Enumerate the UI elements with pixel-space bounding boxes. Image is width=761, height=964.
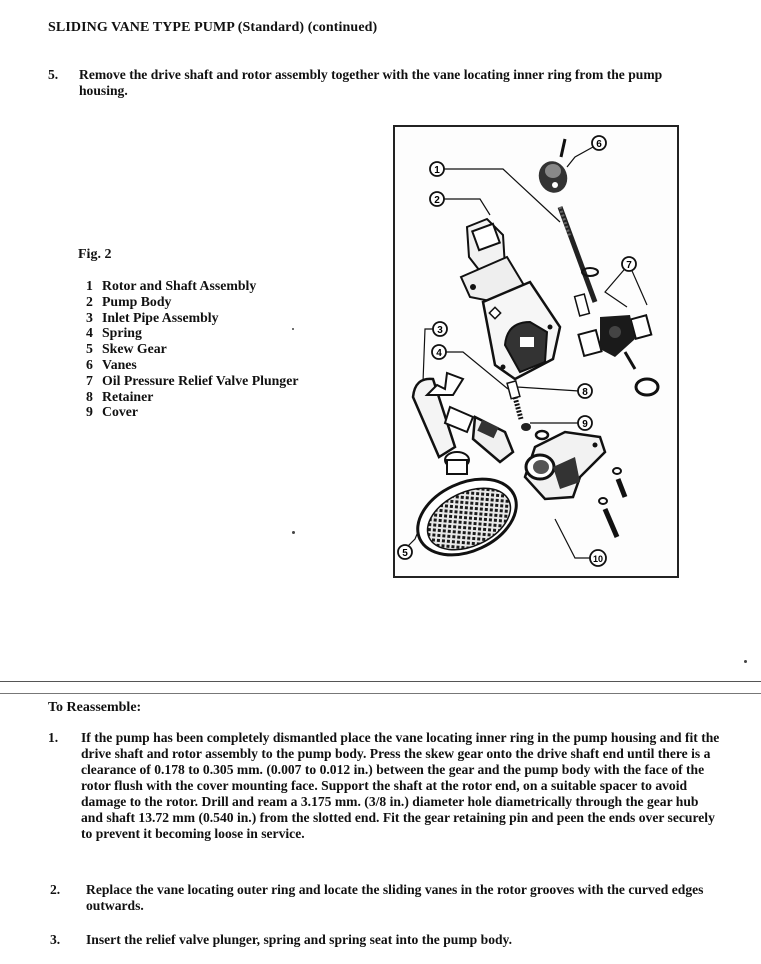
step-number: 2. <box>50 882 61 897</box>
svg-text:5: 5 <box>402 548 408 559</box>
figure-label: Fig. 2 <box>78 247 112 262</box>
exploded-pump-diagram <box>393 125 679 578</box>
reassemble-step-3 <box>50 932 730 952</box>
legend-number: 4 <box>86 325 93 341</box>
legend-item <box>86 389 298 405</box>
callout-10 <box>590 550 606 566</box>
rotor-vanes-part <box>575 294 652 369</box>
legend-item <box>86 373 298 389</box>
svg-text:7: 7 <box>626 260 632 271</box>
strainer-part <box>406 452 529 570</box>
callout-4 <box>432 345 446 359</box>
page-heading: SLIDING VANE TYPE PUMP (Standard) (continued) <box>48 20 378 35</box>
legend-label: Cover <box>102 404 139 420</box>
legend-number: 9 <box>86 404 93 420</box>
callout-8 <box>578 384 592 398</box>
separator-line <box>0 693 761 694</box>
washer-part <box>636 379 658 395</box>
legend-label: Pump Body <box>102 293 172 309</box>
svg-text:10: 10 <box>592 554 604 564</box>
legend-item <box>86 310 298 326</box>
skew-gear-part <box>534 139 571 197</box>
drive-shaft-part <box>560 207 598 302</box>
section-title: To Reassemble: <box>48 700 142 715</box>
legend-number: 8 <box>86 388 93 404</box>
legend-number: 7 <box>86 372 93 388</box>
scan-speck <box>292 328 294 330</box>
step-text: Remove the drive shaft and rotor assembly together with the vane locating inner ring from the pump housing. <box>79 67 663 98</box>
legend-item <box>86 341 298 357</box>
step-text: If the pump has been completely dismantled place the vane locating inner ring in the pump housing and fit the drive shaft and rotor assembly to the pump body. Press the skew gear onto the drive shaft end until there is a clearance of 0.178 to 0.305 mm. (0.007 to 0.012 in.) between the gear and the pump body with the face of the rotor flush with the cover mounting face. Support the shaft at the rotor end, on a suitable spacer to avoid damage to the rotor. Drill and ream a 3.175 mm. (3/8 in.) diameter hole diametrically through the gear hub and shaft 13.72 mm (0.540 in.) from the slotted end. Fit the gear retaining pin and peen the ends over securely to prevent it becoming loose in service. <box>81 730 720 841</box>
step-number: 1. <box>48 730 59 745</box>
cover-part <box>525 431 605 499</box>
pump-illustration <box>395 127 677 576</box>
reassemble-step-2 <box>50 882 730 922</box>
legend-label: Rotor and Shaft Assembly <box>102 278 257 293</box>
callout-1 <box>430 162 444 176</box>
step-number: 5. <box>48 67 59 82</box>
svg-text:1: 1 <box>434 165 440 176</box>
scan-speck <box>292 531 295 534</box>
separator-line <box>0 681 761 682</box>
callout-5 <box>398 545 412 559</box>
legend-item <box>86 404 298 420</box>
legend-number: 2 <box>86 293 93 309</box>
callout-9 <box>578 416 592 430</box>
legend-label: Vanes <box>102 356 137 372</box>
callout-7 <box>622 257 636 271</box>
legend-label: Spring <box>102 325 142 341</box>
relief-valve-spring-part <box>507 381 531 431</box>
legend-label: Oil Pressure Relief Valve Plunger <box>102 372 299 388</box>
svg-text:4: 4 <box>436 348 442 359</box>
callout-6 <box>592 136 606 150</box>
svg-text:9: 9 <box>582 419 588 430</box>
figure-legend <box>86 278 298 420</box>
legend-number: 5 <box>86 341 93 357</box>
legend-item <box>86 357 298 373</box>
svg-text:6: 6 <box>596 139 602 150</box>
legend-number: 1 <box>86 278 93 293</box>
pump-body-part <box>461 219 560 379</box>
callout-3 <box>433 322 447 336</box>
step-5 <box>48 67 698 107</box>
legend-label: Inlet Pipe Assembly <box>102 309 219 325</box>
legend-number: 6 <box>86 356 93 372</box>
step-text: Replace the vane locating outer ring and locate the sliding vanes in the rotor grooves with the curved edges outwards. <box>86 882 704 913</box>
bolts-part <box>599 468 625 537</box>
legend-item <box>86 294 298 310</box>
reassemble-step-1 <box>48 730 728 860</box>
step-number: 3. <box>50 932 61 947</box>
legend-item <box>86 278 298 294</box>
legend-label: Skew Gear <box>102 341 167 357</box>
svg-text:8: 8 <box>582 387 588 398</box>
legend-number: 3 <box>86 309 93 325</box>
inlet-pipe-part <box>413 373 513 462</box>
callout-2 <box>430 192 444 206</box>
step-text: Insert the relief valve plunger, spring and spring seat into the pump body. <box>86 932 512 947</box>
legend-label: Retainer <box>102 388 154 404</box>
legend-item <box>86 325 298 341</box>
svg-text:3: 3 <box>437 325 443 336</box>
svg-text:2: 2 <box>434 195 440 206</box>
scan-speck <box>744 660 747 663</box>
